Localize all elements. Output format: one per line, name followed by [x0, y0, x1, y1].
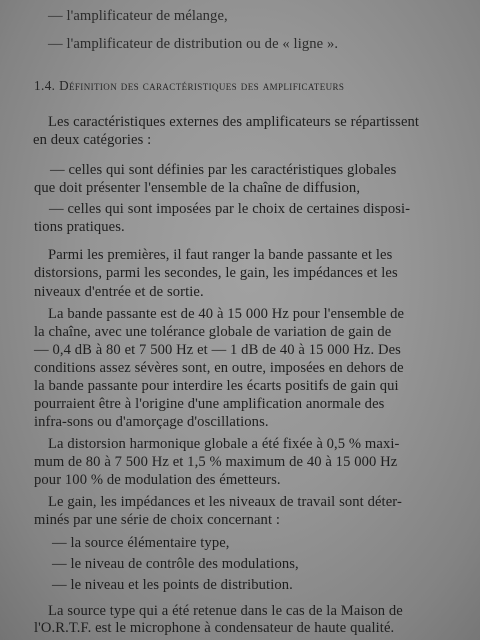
paragraph-line: la bande passante pour interdire les écarts positifs de gain qui — [34, 378, 399, 394]
paragraph-line: Le gain, les impédances et les niveaux de travail sont déter- — [48, 494, 402, 510]
paragraph-line: minés par une série de choix concernant : — [34, 512, 281, 528]
section-heading: 1.4. Définition des caractéristiques des amplificateurs — [34, 78, 345, 93]
list-item: — l'amplificateur de distribution ou de « ligne ». — [48, 36, 339, 52]
paragraph-line: tions pratiques. — [34, 219, 125, 235]
paragraph-line: niveaux d'entrée et de sortie. — [34, 284, 204, 300]
list-item: — le niveau et les points de distribution. — [52, 577, 293, 593]
paragraph-line: — 0,4 dB à 80 et 7 500 Hz et — 1 dB de 40 à 15 000 Hz. Des — [34, 342, 401, 358]
list-item: — le niveau de contrôle des modulations, — [52, 556, 299, 572]
list-item: — l'amplificateur de mélange, — [48, 8, 228, 24]
paragraph-line: l'O.R.T.F. est le microphone à condensateur de haute qualité. — [34, 620, 395, 636]
paragraph-line: Parmi les premières, il faut ranger la bande passante et les — [48, 247, 393, 263]
paragraph-line: mum de 80 à 7 500 Hz et 1,5 % maximum de 40 à 15 000 Hz — [34, 454, 398, 470]
paragraph-line: infra-sons ou d'amorçage d'oscillations. — [34, 414, 269, 430]
paragraph-line: La bande passante est de 40 à 15 000 Hz pour l'ensemble de — [48, 306, 405, 322]
paragraph-line: en deux catégories : — [33, 132, 152, 148]
paragraph-line: conditions assez sévères sont, en outre, imposées en dehors de — [34, 360, 404, 376]
paragraph-line: pourraient être à l'origine d'une amplification anormale des — [34, 396, 385, 412]
paragraph-line: La source type qui a été retenue dans le cas de la Maison de — [48, 603, 403, 619]
paragraph-line: pour 100 % de modulation des émetteurs. — [34, 472, 281, 488]
paragraph-line: la chaîne, avec une tolérance globale de variation de gain de — [34, 324, 392, 340]
paragraph-line: — celles qui sont imposées par le choix de certaines disposi- — [49, 201, 411, 217]
paragraph-line: que doit présenter l'ensemble de la chaîne de diffusion, — [34, 180, 361, 196]
paragraph-line: La distorsion harmonique globale a été fixée à 0,5 % maxi- — [48, 436, 400, 452]
paragraph-line: — celles qui sont définies par les caractéristiques globales — [50, 162, 397, 178]
paragraph-line: distorsions, parmi les secondes, le gain, les impédances et les — [34, 265, 398, 281]
list-item: — la source élémentaire type, — [52, 535, 230, 551]
paragraph-line: Les caractéristiques externes des amplificateurs se répartissent — [48, 114, 420, 130]
